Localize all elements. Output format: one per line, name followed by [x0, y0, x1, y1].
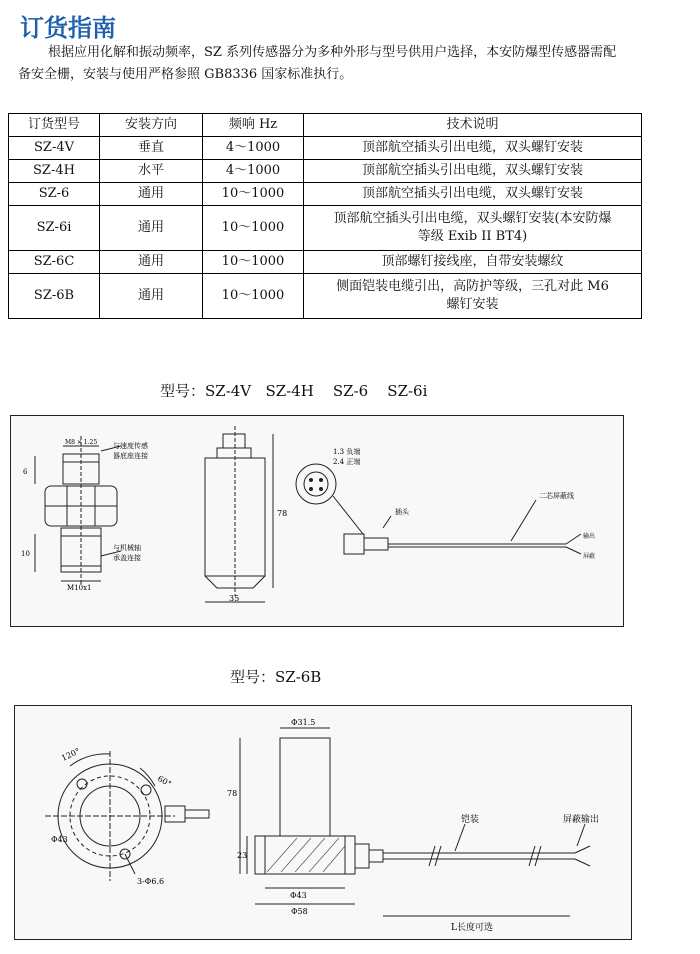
pin-label-2: 2.4 正端 — [333, 458, 361, 466]
cell-description: 顶部航空插头引出电缆，双头螺钉安装 — [304, 137, 642, 160]
pin-label-1: 1.3 负端 — [333, 448, 361, 456]
thread-bottom-label: M10x1 — [67, 584, 92, 592]
dim-10-label: 10 — [21, 550, 30, 558]
thread-top-label: M8 × 1.25 — [65, 439, 98, 446]
cell-description-line-2: 螺钉安装 — [446, 297, 499, 312]
note-top-1: 与速度传感 — [113, 442, 148, 450]
header-model: 订货型号 — [9, 114, 100, 137]
cell-frequency: 10～1000 — [203, 274, 304, 319]
cell-frequency: 10～1000 — [203, 183, 304, 206]
cell-model: SZ-4H — [9, 160, 100, 183]
intro-line-2: 备安全栅，安装与使用严格参照 GB8336 国家标准执行。 — [18, 67, 353, 82]
drawing-sz4v — [11, 416, 623, 626]
dia-31-5-label: Φ31.5 — [291, 718, 316, 727]
shield-label: 屏蔽 — [583, 553, 596, 560]
cell-direction: 通用 — [100, 251, 203, 274]
shield-output-label: 屏蔽输出 — [563, 815, 600, 825]
cell-direction: 水平 — [100, 160, 203, 183]
drawing-sz6b — [15, 706, 631, 939]
dim-23-label: 23 — [237, 851, 248, 860]
table-row — [9, 251, 642, 274]
table-row — [9, 183, 642, 206]
cell-direction: 通用 — [100, 274, 203, 319]
cell-model: SZ-6C — [9, 251, 100, 274]
length-label: L长度可选 — [451, 923, 493, 933]
sensor-side-view — [240, 728, 590, 916]
table-row — [9, 274, 642, 319]
cell-frequency: 4～1000 — [203, 160, 304, 183]
cell-frequency: 10～1000 — [203, 206, 304, 251]
note-bottom-1: 与机械轴 — [113, 544, 141, 552]
holes-label: 3-Φ6.6 — [137, 877, 165, 886]
cell-frequency: 10～1000 — [203, 251, 304, 274]
cell-description-line-1: 顶部航空插头引出电缆，双头螺钉安装(本安防爆 — [333, 211, 612, 226]
cell-model: SZ-6i — [9, 206, 100, 251]
angle-120-label: 120° — [60, 746, 82, 763]
dia-58-label: Φ58 — [291, 907, 308, 916]
note-top-2: 器底座连接 — [113, 452, 148, 460]
cable-label: 二芯屏蔽线 — [539, 492, 574, 500]
cell-description — [304, 206, 642, 251]
cell-model: SZ-6B — [9, 274, 100, 319]
plug-label: 插头 — [395, 508, 409, 516]
hatch-pattern — [267, 838, 345, 872]
cell-description: 顶部航空插头引出电缆，双头螺钉安装 — [304, 160, 642, 183]
caption-models-2: 型号：SZ-6B — [230, 668, 322, 686]
cell-model: SZ-6 — [9, 183, 100, 206]
header-frequency: 频响 Hz — [203, 114, 304, 137]
flange-top-view — [45, 751, 209, 881]
drawing-sz6b-frame — [14, 705, 632, 940]
dim-78-label: 78 — [227, 789, 238, 798]
header-description: 技术说明 — [304, 114, 642, 137]
drawing-sz4v-frame — [10, 415, 624, 627]
page-title: 订货指南 — [20, 14, 116, 42]
cell-description-line-1: 侧面铠装电缆引出，高防护等级，三孔对此 M6 — [336, 279, 609, 294]
dim-78-label: 78 — [277, 509, 288, 518]
dia-43-label: Φ43 — [290, 891, 307, 900]
intro-paragraph — [18, 42, 700, 86]
cell-direction: 通用 — [100, 206, 203, 251]
table-row — [9, 206, 642, 251]
angle-60-label: 60° — [156, 773, 173, 789]
note-bottom-2: 承盖连接 — [113, 554, 141, 562]
armor-label: 铠装 — [461, 815, 480, 825]
header-direction: 安装方向 — [100, 114, 203, 137]
dia-43-left-label: Φ43 — [51, 835, 68, 844]
cell-direction: 垂直 — [100, 137, 203, 160]
table-row — [9, 137, 642, 160]
caption-models-1: 型号：SZ-4V SZ-4H SZ-6 SZ-6i — [160, 382, 428, 400]
ordering-table — [8, 113, 642, 319]
cell-model: SZ-4V — [9, 137, 100, 160]
cell-description — [304, 274, 642, 319]
dim-6-label: 6 — [23, 468, 28, 476]
table-header-row — [9, 114, 642, 137]
plug-and-cable — [296, 464, 581, 554]
cell-direction: 通用 — [100, 183, 203, 206]
cell-description: 顶部航空插头引出电缆，双头螺钉安装 — [304, 183, 642, 206]
intro-line-1: 根据应用化解和振动频率，SZ 系列传感器分为多种外形与型号供用户选择，本安防爆型传感器需配 — [48, 45, 617, 60]
output-label: 输出 — [583, 533, 596, 540]
cell-description: 顶部螺钉接线座，自带安装螺纹 — [304, 251, 642, 274]
table-row — [9, 160, 642, 183]
cell-description-line-2: 等级 Exib II BT4) — [417, 229, 528, 244]
cell-frequency: 4～1000 — [203, 137, 304, 160]
sensor-body — [205, 426, 273, 602]
dim-35-label: 35 — [229, 594, 240, 603]
